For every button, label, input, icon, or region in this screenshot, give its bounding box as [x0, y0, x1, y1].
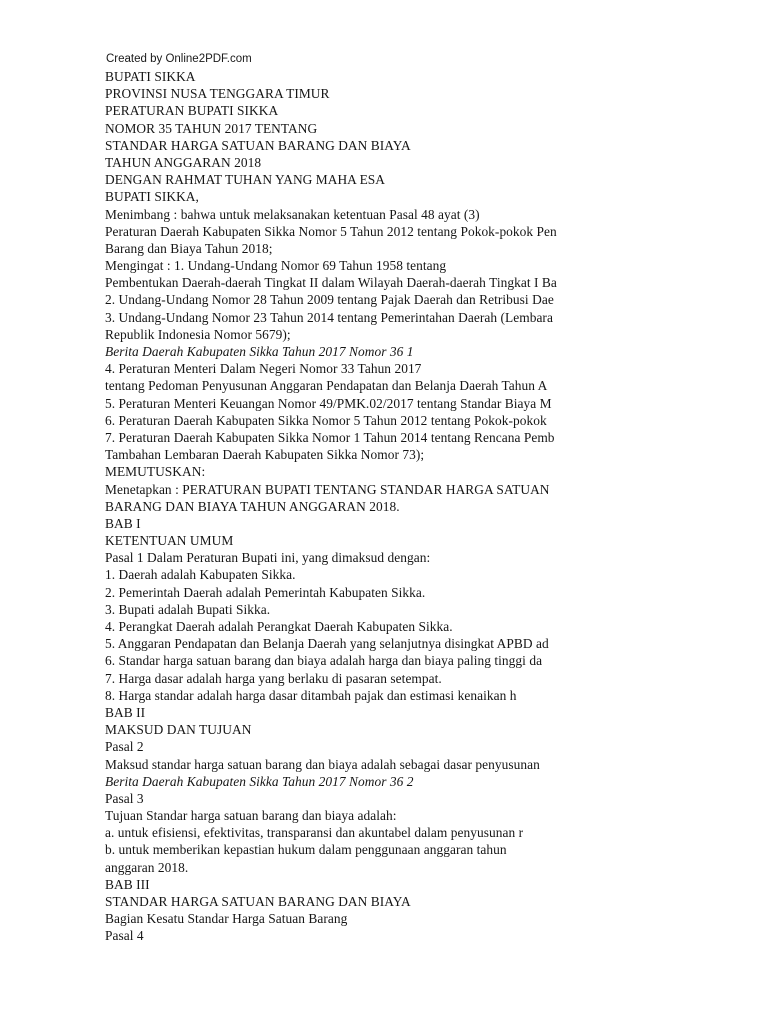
doc-line: 6. Peraturan Daerah Kabupaten Sikka Nomor 5 Tahun 2012 tentang Pokok-pokok	[105, 412, 547, 428]
doc-line: Pasal 2	[105, 739, 144, 755]
doc-line: BAB I	[105, 515, 141, 531]
doc-line: DENGAN RAHMAT TUHAN YANG MAHA ESA	[105, 172, 386, 188]
doc-line: Tujuan Standar harga satuan barang dan biaya adalah:	[105, 808, 397, 824]
doc-line: Tambahan Lembaran Daerah Kabupaten Sikka Nomor 73);	[105, 447, 425, 463]
doc-line: Menetapkan : PERATURAN BUPATI TENTANG STANDAR HARGA SATUAN	[105, 481, 550, 497]
doc-line: NOMOR 35 TAHUN 2017 TENTANG	[105, 120, 318, 136]
doc-line: PERATURAN BUPATI SIKKA	[105, 103, 279, 119]
doc-line: b. untuk memberikan kepastian hukum dalam penggunaan anggaran tahun	[105, 842, 507, 858]
page-footer-line: Berita Daerah Kabupaten Sikka Tahun 2017 Nomor 36 2	[105, 773, 414, 789]
doc-line: 1. Daerah adalah Kabupaten Sikka.	[105, 567, 296, 583]
page-footer-line: Berita Daerah Kabupaten Sikka Tahun 2017 Nomor 36 1	[105, 344, 414, 359]
doc-line: Pasal 3	[105, 790, 144, 806]
doc-line: anggaran 2018.	[105, 859, 189, 875]
doc-line: 2. Pemerintah Daerah adalah Pemerintah Kabupaten Sikka.	[105, 584, 426, 600]
doc-line: 6. Standar harga satuan barang dan biaya adalah harga dan biaya paling tinggi da	[105, 653, 543, 669]
doc-line: 2. Undang-Undang Nomor 28 Tahun 2009 tentang Pajak Daerah dan Retribusi Dae	[105, 292, 554, 308]
doc-line: 7. Harga dasar adalah harga yang berlaku di pasaran setempat.	[105, 670, 442, 686]
doc-line: MAKSUD DAN TUJUAN	[105, 722, 252, 738]
doc-line: 8. Harga standar adalah harga dasar ditambah pajak dan estimasi kenaikan h	[105, 687, 517, 703]
doc-line: BARANG DAN BIAYA TAHUN ANGGARAN 2018.	[105, 498, 400, 514]
doc-line: Menimbang : bahwa untuk melaksanakan ketentuan Pasal 48 ayat (3)	[105, 206, 480, 222]
doc-line: BUPATI SIKKA	[105, 69, 196, 84]
doc-line: 5. Anggaran Pendapatan dan Belanja Daerah yang selanjutnya disingkat APBD ad	[105, 636, 549, 652]
doc-line: Republik Indonesia Nomor 5679);	[105, 326, 291, 342]
doc-line: Mengingat : 1. Undang-Undang Nomor 69 Tahun 1958 tentang	[105, 258, 447, 274]
doc-line: PROVINSI NUSA TENGGARA TIMUR	[105, 86, 330, 102]
doc-line: 5. Peraturan Menteri Keuangan Nomor 49/PMK.02/2017 tentang Standar Biaya M	[105, 395, 552, 411]
doc-line: KETENTUAN UMUM	[105, 533, 234, 549]
doc-line: STANDAR HARGA SATUAN BARANG DAN BIAYA	[105, 894, 411, 909]
creator-watermark: Created by Online2PDF.com	[106, 53, 252, 65]
doc-line: TAHUN ANGGARAN 2018	[105, 154, 262, 170]
doc-line: 7. Peraturan Daerah Kabupaten Sikka Nomor 1 Tahun 2014 tentang Rencana Pemb	[105, 429, 555, 445]
doc-line: BUPATI SIKKA,	[105, 189, 199, 205]
doc-line: Pasal 1 Dalam Peraturan Bupati ini, yang dimaksud dengan:	[105, 550, 431, 566]
doc-line: tentang Pedoman Penyusunan Anggaran Pendapatan dan Belanja Daerah Tahun A	[105, 378, 548, 394]
doc-line: 4. Peraturan Menteri Dalam Negeri Nomor 33 Tahun 2017	[105, 361, 422, 377]
doc-line: 4. Perangkat Daerah adalah Perangkat Daerah Kabupaten Sikka.	[105, 619, 453, 634]
doc-line: a. untuk efisiensi, efektivitas, transparansi dan akuntabel dalam penyusunan r	[105, 825, 524, 841]
doc-line: Peraturan Daerah Kabupaten Sikka Nomor 5 Tahun 2012 tentang Pokok-pokok Pen	[105, 223, 557, 239]
doc-line: BAB II	[105, 704, 146, 720]
doc-line: 3. Bupati adalah Bupati Sikka.	[105, 601, 271, 617]
doc-line: Barang dan Biaya Tahun 2018;	[105, 240, 273, 256]
doc-line: MEMUTUSKAN:	[105, 464, 206, 480]
doc-line: 3. Undang-Undang Nomor 23 Tahun 2014 tentang Pemerintahan Daerah (Lembara	[105, 309, 553, 325]
doc-line: Maksud standar harga satuan barang dan biaya adalah sebagai dasar penyusunan	[105, 756, 540, 772]
doc-line: Pembentukan Daerah-daerah Tingkat II dalam Wilayah Daerah-daerah Tingkat I Ba	[105, 275, 557, 291]
doc-line: Pasal 4	[105, 928, 144, 944]
doc-line: STANDAR HARGA SATUAN BARANG DAN BIAYA	[105, 137, 411, 153]
doc-line: BAB III	[105, 876, 150, 892]
document-body	[105, 68, 768, 945]
doc-line: Bagian Kesatu Standar Harga Satuan Barang	[105, 911, 348, 927]
